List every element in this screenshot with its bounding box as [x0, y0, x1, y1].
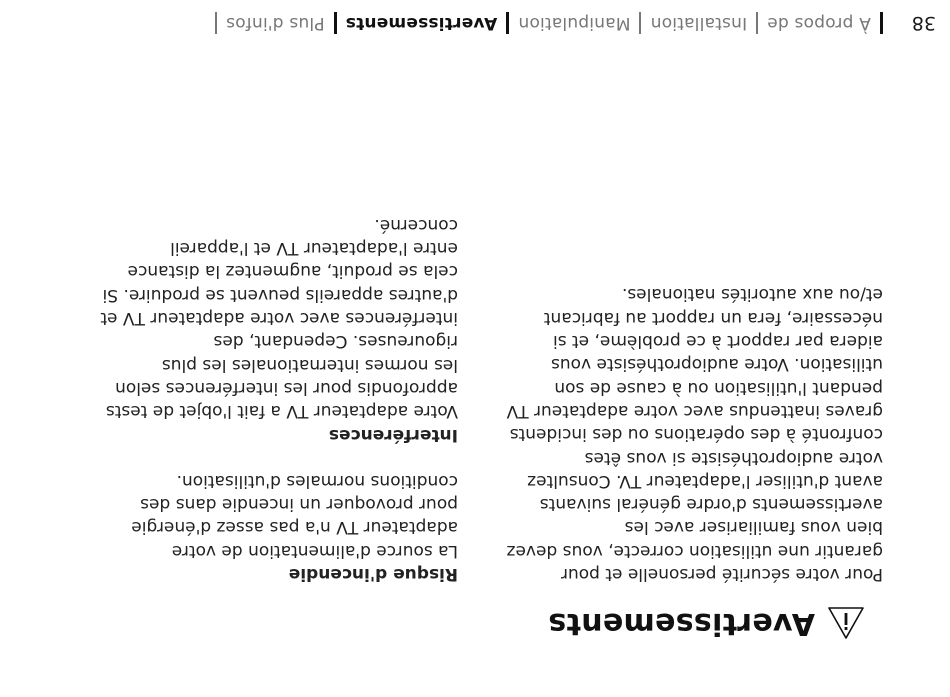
- nav-separator: [215, 12, 217, 34]
- paragraph-gap: [98, 446, 458, 469]
- interference-text: Votre adaptateur TV a fait l'objet de tests approfondis pour les interférences selon les normes internationales les plus rigoureuses. Cependant, des interférences avec votre adaptateur TV et d'autres appareils peuvent se produire. Si cela se produit, augmentez la distance entre l'adaptateur TV et l'appareil concerné.: [100, 214, 458, 422]
- nav-item-manipulation[interactable]: Manipulation: [518, 13, 631, 33]
- nav-separator: [334, 12, 337, 34]
- nav-separator: [506, 12, 509, 34]
- page-number: 38: [911, 12, 936, 34]
- interference-heading: Interférences: [328, 424, 458, 445]
- page-title: Avertissements: [548, 606, 815, 641]
- section-title: [548, 606, 865, 641]
- nav-item-avertissements[interactable]: Avertissements: [345, 13, 498, 33]
- nav-separator: [640, 12, 642, 34]
- nav-item-plus-d-infos[interactable]: Plus d'infos: [225, 13, 325, 33]
- left-column: [503, 282, 883, 585]
- fire-risk-heading: Risque d'incendie: [288, 564, 458, 584]
- warning-info-triangle-icon: [827, 607, 865, 641]
- fire-risk-text: La source d'alimentation de votre adaptateur TV n'a pas assez d'énergie pour provoquer un incendie dans des conditions normales d'utilisation.: [131, 470, 458, 561]
- nav-separator: [756, 12, 758, 34]
- nav-item-installation[interactable]: Installation: [650, 13, 748, 33]
- nav-separator: [880, 12, 883, 34]
- right-column: [98, 213, 458, 585]
- intro-paragraph: Pour votre sécurité personelle et pour garantir une utilisation correcte, vous devez bien vous familiariser avec les avertissements d'ordre général suivants avant d'utiliser l'adaptateur TV. Consultez votre audioprothésiste si vous êtes confronté à des opérations ou des incidents graves inattendus avec votre adaptateur TV pendant l'utilisation ou à cause de son utilisation. Votre audioprothésiste vous aidera par rapport à ce problème, et si nécessaire, fera un rapport au fabricant et/ou aux autorités nationales.: [506, 284, 883, 584]
- nav-item-a-propos[interactable]: À propos de: [767, 13, 871, 33]
- header-navigation: [0, 9, 936, 37]
